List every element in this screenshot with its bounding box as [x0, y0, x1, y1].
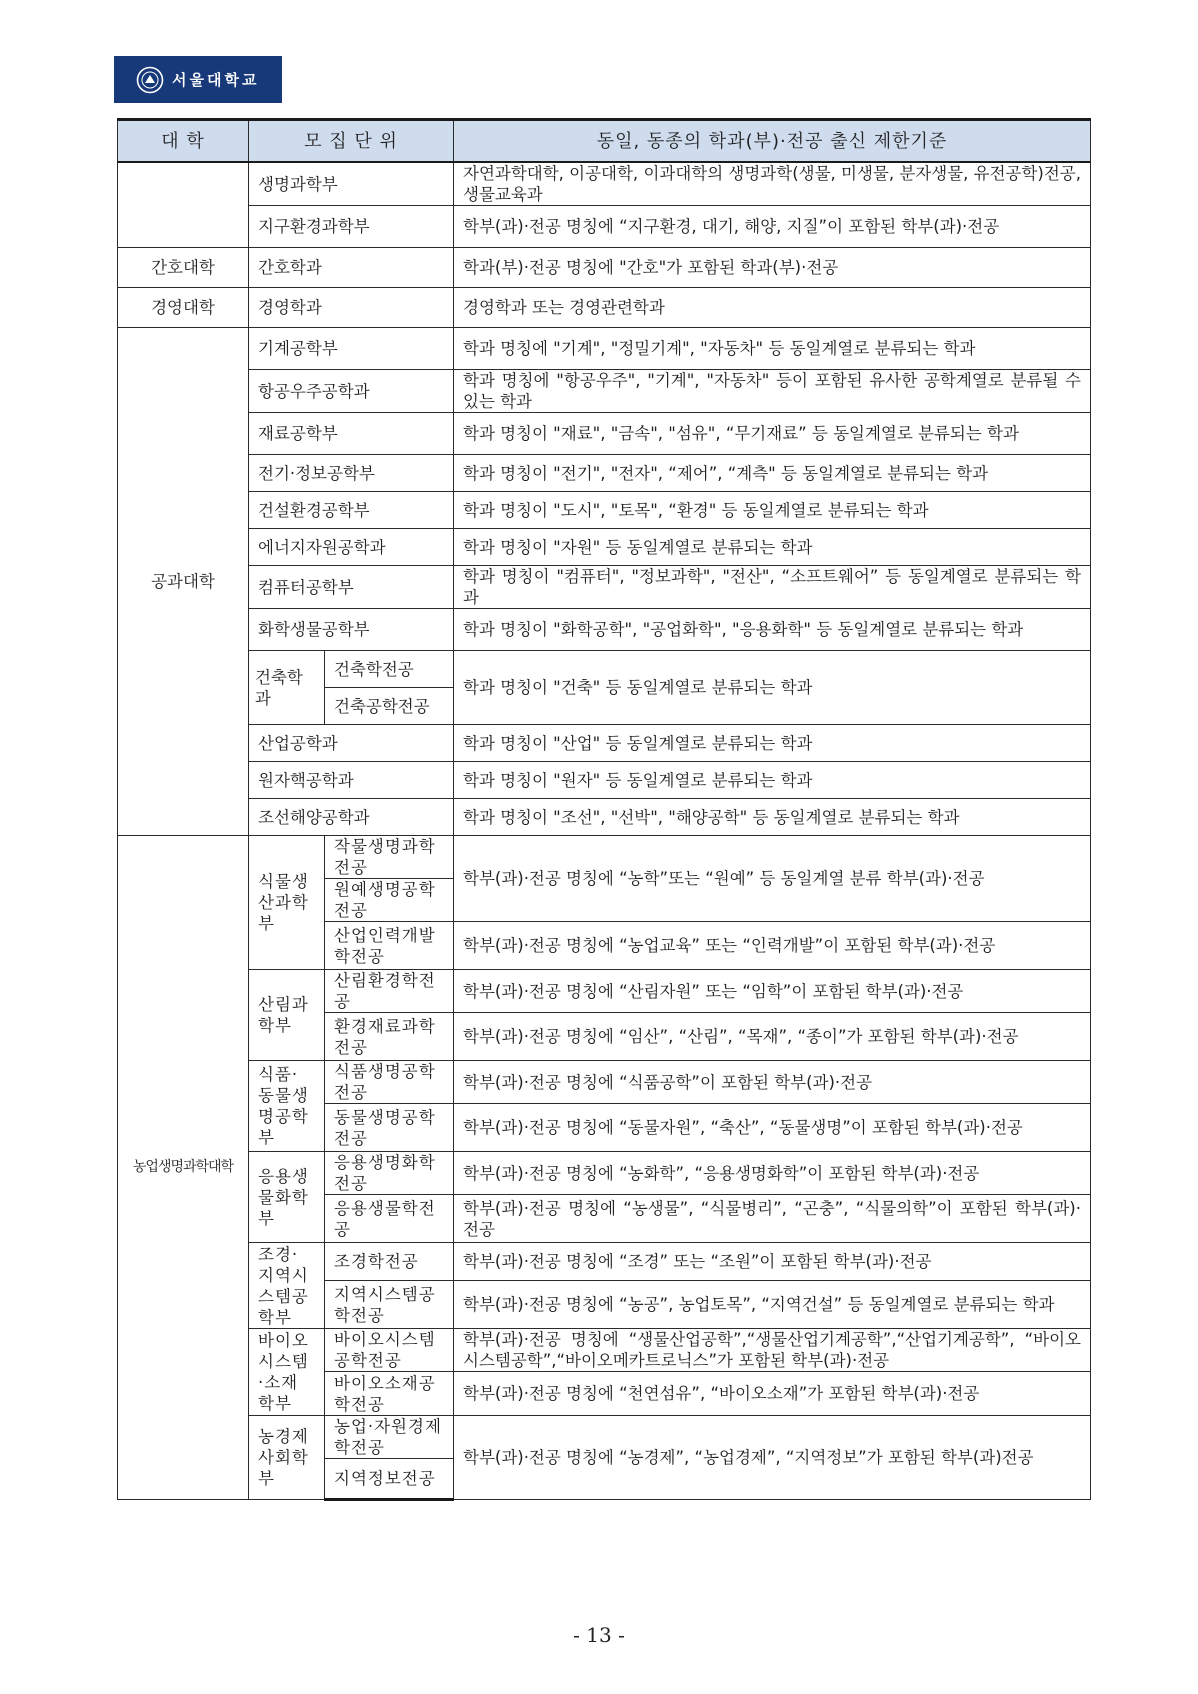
unit-cell: 화학생물공학부 — [249, 609, 454, 651]
criteria-cell: 학부(과)·전공 명칭에 “천연섬유”, “바이오소재”가 포함된 학부(과)·전공 — [454, 1372, 1091, 1416]
unit-cell: 응용생물화학부 — [249, 1152, 325, 1243]
header-unit: 모 집 단 위 — [249, 120, 454, 163]
criteria-cell: 학과 명칭이 "전기", "전자", “제어”, “계측" 등 동일계열로 분류되는 학과 — [454, 455, 1091, 492]
unit-cell: 바이오시스템·소재학부 — [249, 1329, 325, 1416]
college-cell: 간호대학 — [118, 248, 249, 288]
university-name: 서울대학교 — [172, 71, 260, 89]
criteria-cell: 학과 명칭이 "재료", "금속", "섬유", “무기재료” 등 동일계열로 분류되는 학과 — [454, 413, 1091, 455]
criteria-cell: 학과 명칭이 "화학공학", "공업화학", "응용화학" 등 동일계열로 분류되는 학과 — [454, 609, 1091, 651]
criteria-cell: 학과 명칭이 "자원" 등 동일계열로 분류되는 학과 — [454, 529, 1091, 566]
table-row — [118, 162, 1091, 206]
sub-major-cell: 지역시스템공학전공 — [325, 1281, 454, 1329]
unit-cell: 원자핵공학과 — [249, 762, 454, 799]
table-header-row — [118, 120, 1091, 163]
criteria-cell: 학과 명칭이 "도시", "토목", “환경" 등 동일계열로 분류되는 학과 — [454, 492, 1091, 529]
unit-cell: 지구환경과학부 — [249, 206, 454, 248]
sub-major-cell: 작물생명과학전공 — [325, 836, 454, 879]
criteria-cell: 학부(과)·전공 명칭에 “농경제”, “농업경제”, “지역정보”가 포함된 학부(과)전공 — [454, 1416, 1091, 1500]
unit-cell: 조경·지역시스템공학부 — [249, 1243, 325, 1329]
sub-major-cell: 건축학전공 — [325, 651, 454, 688]
table-row — [118, 566, 1091, 609]
sub-major-cell: 건축공학전공 — [325, 688, 454, 725]
criteria-cell: 학부(과)·전공 명칭에 “농업교육” 또는 “인력개발”이 포함된 학부(과)·전공 — [454, 922, 1091, 970]
sub-major-cell: 농업·자원경제학전공 — [325, 1416, 454, 1459]
criteria-cell: 학과 명칭이 "원자" 등 동일계열로 분류되는 학과 — [454, 762, 1091, 799]
sub-major-cell: 응용생물학전공 — [325, 1195, 454, 1243]
unit-cell: 조선해양공학과 — [249, 799, 454, 836]
unit-cell: 경영학과 — [249, 288, 454, 328]
unit-cell: 컴퓨터공학부 — [249, 566, 454, 609]
unit-cell: 건축학과 — [249, 651, 325, 725]
sub-major-cell: 응용생명화학전공 — [325, 1152, 454, 1195]
table-row — [118, 288, 1091, 328]
sub-major-cell: 동물생명공학전공 — [325, 1104, 454, 1152]
restriction-criteria-table — [117, 118, 1091, 1501]
table-row — [118, 1243, 1091, 1281]
unit-cell: 항공우주공학과 — [249, 370, 454, 413]
criteria-cell: 학과(부)·전공 명칭에 "간호"가 포함된 학과(부)·전공 — [454, 248, 1091, 288]
unit-cell: 생명과학부 — [249, 162, 454, 206]
university-emblem-icon — [136, 66, 164, 94]
sub-major-cell: 원예생명공학전공 — [325, 879, 454, 922]
sub-major-cell: 조경학전공 — [325, 1243, 454, 1281]
criteria-cell: 학과 명칭에 "기계", "정밀기계", "자동차" 등 동일계열로 분류되는 학과 — [454, 328, 1091, 370]
unit-cell: 건설환경공학부 — [249, 492, 454, 529]
criteria-cell: 학부(과)·전공 명칭에 “산림자원” 또는 “임학”이 포함된 학부(과)·전공 — [454, 970, 1091, 1013]
table-row — [118, 1152, 1091, 1195]
table-row — [118, 328, 1091, 370]
criteria-cell: 학부(과)·전공 명칭에 “농공”, 농업토목”, “지역건설” 등 동일계열로 분류되는 학과 — [454, 1281, 1091, 1329]
table-row — [118, 609, 1091, 651]
table-row — [118, 206, 1091, 248]
university-logo — [114, 56, 282, 103]
criteria-cell: 학과 명칭이 "건축" 등 동일계열로 분류되는 학과 — [454, 651, 1091, 725]
criteria-cell: 학과 명칭이 "산업" 등 동일계열로 분류되는 학과 — [454, 725, 1091, 762]
table-row — [118, 651, 1091, 688]
unit-cell: 농경제사회학부 — [249, 1416, 325, 1500]
college-cell: 농업생명과학대학 — [118, 836, 249, 1500]
table-row — [118, 1416, 1091, 1459]
table-row — [118, 1329, 1091, 1372]
header-college: 대 학 — [118, 120, 249, 163]
table-row — [118, 455, 1091, 492]
unit-cell: 간호학과 — [249, 248, 454, 288]
unit-cell: 산업공학과 — [249, 725, 454, 762]
table-row — [118, 492, 1091, 529]
table-row — [118, 529, 1091, 566]
criteria-cell: 학부(과)·전공 명칭에 “동물자원”, “축산”, “동물생명”이 포함된 학부(과)·전공 — [454, 1104, 1091, 1152]
unit-cell: 식품·동물생명공학부 — [249, 1061, 325, 1152]
unit-cell: 기계공학부 — [249, 328, 454, 370]
criteria-cell: 학부(과)·전공 명칭에 “식품공학”이 포함된 학부(과)·전공 — [454, 1061, 1091, 1104]
table-row — [118, 970, 1091, 1013]
header-criteria: 동일, 동종의 학과(부)·전공 출신 제한기준 — [454, 120, 1091, 163]
unit-cell: 전기·정보공학부 — [249, 455, 454, 492]
sub-major-cell: 산업인력개발학전공 — [325, 922, 454, 970]
unit-cell: 재료공학부 — [249, 413, 454, 455]
criteria-cell: 학부(과)·전공 명칭에 “지구환경, 대기, 해양, 지질”이 포함된 학부(과)·전공 — [454, 206, 1091, 248]
unit-cell: 에너지자원공학과 — [249, 529, 454, 566]
sub-major-cell: 산림환경학전공 — [325, 970, 454, 1013]
sub-major-cell: 바이오소재공학전공 — [325, 1372, 454, 1416]
college-cell-continued — [118, 162, 249, 248]
criteria-cell: 학부(과)·전공 명칭에 “농학”또는 “원예” 등 동일계열 분류 학부(과)·전공 — [454, 836, 1091, 922]
criteria-cell: 학부(과)·전공 명칭에 “농생물”, “식물병리”, “곤충”, “식물의학”이 포함된 학부(과)·전공 — [454, 1195, 1091, 1243]
criteria-cell: 학부(과)·전공 명칭에 “조경” 또는 “조원”이 포함된 학부(과)·전공 — [454, 1243, 1091, 1281]
sub-major-cell: 식품생명공학전공 — [325, 1061, 454, 1104]
college-cell: 경영대학 — [118, 288, 249, 328]
criteria-cell: 학부(과)·전공 명칭에 “농화학”, “응용생명화학”이 포함된 학부(과)·전공 — [454, 1152, 1091, 1195]
unit-cell: 식물생산과학부 — [249, 836, 325, 970]
table-row — [118, 370, 1091, 413]
criteria-cell: 학부(과)·전공 명칭에 “임산”, “산림”, “목재”, “종이”가 포함된 학부(과)·전공 — [454, 1013, 1091, 1061]
unit-cell: 산림과학부 — [249, 970, 325, 1061]
table-row — [118, 836, 1091, 879]
table-row — [118, 1061, 1091, 1104]
table-row — [118, 762, 1091, 799]
page-number: - 13 - — [573, 1623, 625, 1647]
criteria-cell: 학과 명칭이 "컴퓨터", "정보과학", "전산", “소프트웨어” 등 동일계열로 분류되는 학과 — [454, 566, 1091, 609]
sub-major-cell: 지역정보전공 — [325, 1459, 454, 1500]
criteria-cell: 경영학과 또는 경영관련학과 — [454, 288, 1091, 328]
criteria-cell: 학과 명칭이 "조선", "선박", "해양공학" 등 동일계열로 분류되는 학과 — [454, 799, 1091, 836]
table-row — [118, 725, 1091, 762]
table-row — [118, 413, 1091, 455]
sub-major-cell: 환경재료과학전공 — [325, 1013, 454, 1061]
sub-major-cell: 바이오시스템공학전공 — [325, 1329, 454, 1372]
college-cell: 공과대학 — [118, 328, 249, 836]
table-row — [118, 248, 1091, 288]
criteria-cell: 학과 명칭에 "항공우주", "기계", "자동차" 등이 포함된 유사한 공학계열로 분류될 수 있는 학과 — [454, 370, 1091, 413]
criteria-cell: 자연과학대학, 이공대학, 이과대학의 생명과학(생물, 미생물, 분자생물, 유전공학)전공, 생물교육과 — [454, 162, 1091, 206]
table-row — [118, 799, 1091, 836]
criteria-cell: 학부(과)·전공 명칭에 “생물산업공학”,“생물산업기계공학”,“산업기계공학”, “바이오시스템공학”,“바이오메카트로닉스”가 포함된 학부(과)·전공 — [454, 1329, 1091, 1372]
